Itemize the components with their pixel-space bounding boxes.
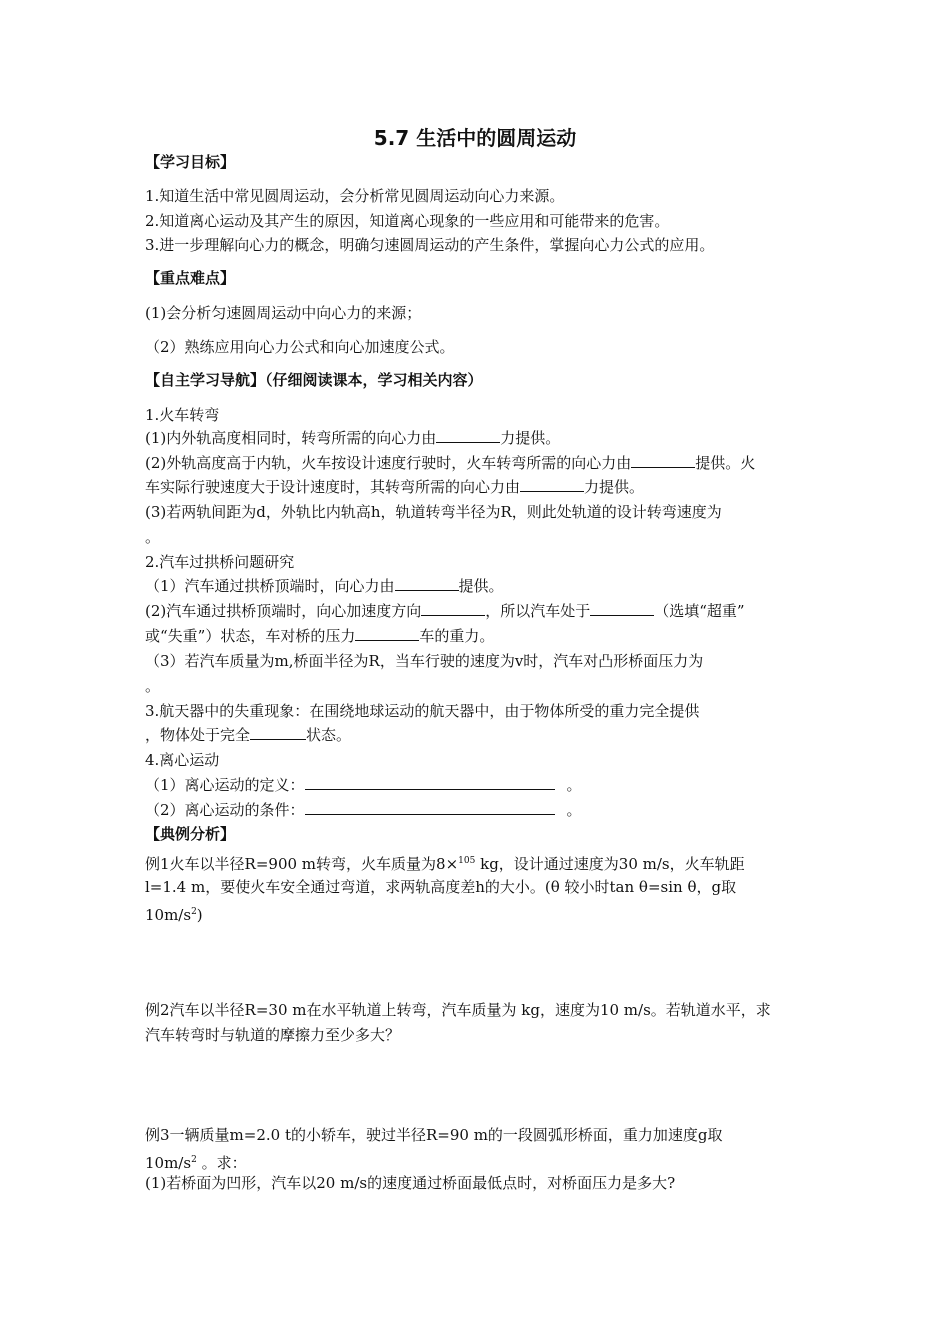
answer-blank[interactable]: [395, 576, 459, 591]
bridge-q3-end: 。: [145, 677, 161, 695]
answer-blank[interactable]: [250, 725, 306, 740]
goal-3: 3.进一步理解向心力的概念，明确匀速圆周运动的产生条件，掌握向心力公式的应用。: [145, 236, 715, 254]
goal-1: 1.知道生活中常见圆周运动，会分析常见圆周运动向心力来源。: [145, 187, 565, 205]
space-line1: 3.航天器中的失重现象：在围绕地球运动的航天器中，由于物体所受的重力完全提供: [145, 702, 700, 720]
train-q1: (1)内外轨高度相同时，转弯所需的向心力由 力提供。: [145, 429, 561, 447]
answer-blank[interactable]: [355, 626, 419, 641]
page-title: 5.7 生活中的圆周运动: [373, 126, 577, 150]
space-line2: ，物体处于完全 状态。: [145, 726, 352, 744]
bridge-q3: （3）若汽车质量为m,桥面半径为R，当车行驶的速度为v时，汽车对凸形桥面压力为: [145, 652, 704, 670]
train-q2-line1: (2)外轨高度高于内轨，火车按设计速度行驶时，火车转弯所需的向心力由 提供。火: [145, 454, 756, 472]
centrifugal-title: 4.离心运动: [145, 751, 220, 769]
bridge-title: 2.汽车过拱桥问题研究: [145, 553, 295, 571]
answer-blank[interactable]: [590, 601, 654, 616]
example-2-line2: 汽车转弯时与轨道的摩擦力至少多大？: [145, 1026, 401, 1044]
goal-2: 2.知道离心运动及其产生的原因，知道离心现象的一些应用和可能带来的危害。: [145, 212, 670, 230]
example-2-line1: 例2汽车以半径R=30 m在水平轨道上转弯，汽车质量为 kg，速度为10 m/s。若轨道水平，求: [145, 1001, 771, 1019]
answer-blank[interactable]: [305, 800, 555, 815]
key-points-heading: 【重点难点】: [145, 269, 236, 287]
example-3-line1: 例3一辆质量m=2.0 t的小轿车，驶过半径R=90 m的一段圆弧形桥面，重力加速度g取: [145, 1126, 723, 1144]
bridge-q2-line1: (2)汽车通过拱桥顶端时，向心加速度方向 ，所以汽车处于 （选填“超重”: [145, 602, 745, 620]
example-3-line2: $10m/s^2$ 。求：: [145, 1154, 247, 1172]
goals-heading: 【学习目标】: [145, 153, 236, 171]
self-study-heading: 【自主学习导航】（仔细阅读课本，学习相关内容）: [145, 371, 483, 389]
train-q2-line2: 车实际行驶速度大于设计速度时，其转弯所需的向心力由 力提供。: [145, 478, 645, 496]
centrifugal-q1: （1）离心运动的定义： 。: [145, 776, 582, 794]
example-1-line2: l=1.4 m，要使火车安全通过弯道，求两轨高度差h的大小。(θ 较小时tan θ=sin θ，g取: [145, 878, 737, 896]
answer-blank[interactable]: [631, 453, 695, 468]
examples-heading: 【典例分析】: [145, 825, 236, 843]
bridge-q1: （1）汽车通过拱桥顶端时，向心力由 提供。: [145, 577, 504, 595]
answer-blank[interactable]: [520, 477, 584, 492]
answer-blank[interactable]: [436, 428, 500, 443]
train-q3-end: 。: [145, 528, 161, 546]
example-3-line3: (1)若桥面为凹形，汽车以20 m/s的速度通过桥面最低点时，对桥面压力是多大?: [145, 1174, 676, 1192]
centrifugal-q2: （2）离心运动的条件： 。: [145, 801, 582, 819]
key-point-1: (1)会分析匀速圆周运动中向心力的来源；: [145, 304, 422, 322]
train-title: 1.火车转弯: [145, 406, 220, 424]
key-point-2: （2）熟练应用向心力公式和向心加速度公式。: [145, 338, 455, 356]
answer-blank[interactable]: [305, 775, 555, 790]
answer-blank[interactable]: [421, 601, 485, 616]
example-1-line3: $10m/s^2$): [145, 906, 203, 924]
bridge-q2-line2: 或“失重”）状态，车对桥的压力 车的重力。: [145, 627, 495, 645]
example-1-line1: 例1火车以半径R=900 m转弯，火车质量为8×$^{105}$ kg，设计通过速度为30 m/s，火车轨距: [145, 855, 745, 873]
train-q3: (3)若两轨间距为d，外轨比内轨高h，轨道转弯半径为R，则此处轨道的设计转弯速度为: [145, 503, 722, 521]
